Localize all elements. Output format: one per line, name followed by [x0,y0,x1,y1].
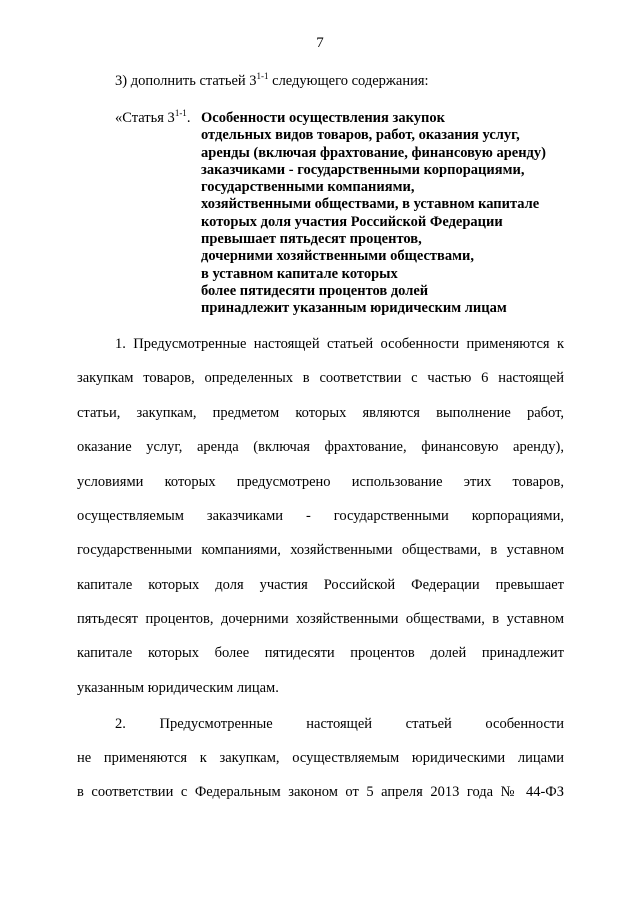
article-label-dot: . [186,110,191,126]
paragraph-2-line: в соответствии с Федеральным законом от 5 апреля 2013 года № 44-ФЗ [77,784,564,800]
paragraph-1-line: указанным юридическим лицам. [77,680,279,696]
article-label [115,110,190,127]
paragraph-1-line: осуществляемым заказчиками - государственными корпорациями, [77,508,564,524]
article-title-line: дочерними хозяйственными обществами, [201,248,474,265]
intro-text-end: следующего содержания: [268,73,429,89]
paragraph-1-line: государственными компаниями, хозяйственными обществами, в уставном [77,542,564,558]
paragraph-1-line: условиями которых предусмотрено использование этих товаров, [77,474,564,490]
amendment-intro [115,73,429,90]
article-title-line: более пятидесяти процентов долей [201,282,429,299]
paragraph-1-line: капитале которых доля участия Российской Федерации превышает [77,577,564,593]
paragraph-2-line: 2. Предусмотренные настоящей статьей особенности [115,716,564,732]
article-title-line: хозяйственными обществами, в уставном капитале [201,196,540,213]
paragraph-1-line: статьи, закупкам, предметом которых являются выполнение работ, [77,405,564,421]
page-number: 7 [316,35,324,51]
article-title-line: заказчиками - государственными корпорациями, [201,161,525,178]
article-title-line: отдельных видов товаров, работ, оказания услуг, [201,127,520,144]
article-label-superscript: 1-1 [174,108,187,118]
article-title-line: которых доля участия Российской Федерации [201,213,503,230]
paragraph-1-line: 1. Предусмотренные настоящей статьей особенности применяются к [115,336,564,352]
article-label-text: «Статья 3 [115,110,175,126]
intro-superscript: 1-1 [256,71,269,81]
paragraph-2-line: не применяются к закупкам, осуществляемым юридическими лицами [77,750,564,766]
paragraph-1-line: оказание услуг, аренда (включая фрахтование, финансовую аренду), [77,439,564,455]
intro-text: 3) дополнить статьей 3 [115,73,257,89]
paragraph-1-line: закупкам товаров, определенных в соответствии с частью 6 настоящей [77,370,564,386]
article-title-line: принадлежит указанным юридическим лицам [201,300,507,317]
article-title [201,110,581,318]
paragraph-1-line: капитале которых более пятидесяти процентов долей принадлежит [77,645,564,661]
article-title-line: превышает пятьдесят процентов, [201,231,422,248]
paragraph-1-line: пятьдесят процентов, дочерними хозяйственными обществами, в уставном [77,611,564,627]
article-title-line: государственными компаниями, [201,179,415,196]
article-title-line: Особенности осуществления закупок [201,110,445,126]
article-title-line: аренды (включая фрахтование, финансовую аренду) [201,144,546,161]
article-title-line: в уставном капитале которых [201,265,398,282]
